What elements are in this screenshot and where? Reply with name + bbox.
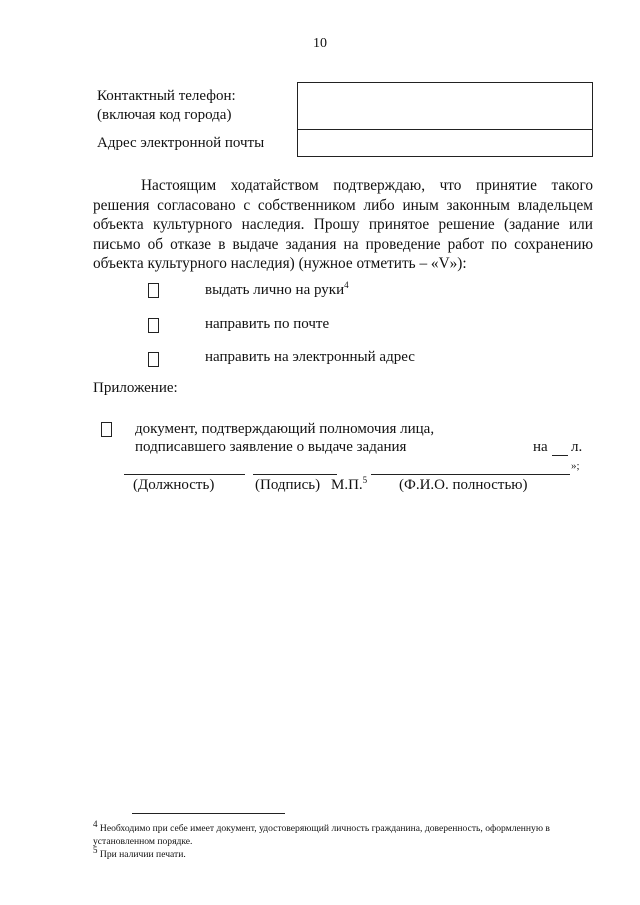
option-mail-label: направить по почте (205, 316, 330, 332)
option-hand-delivery-checkbox[interactable] (148, 283, 159, 298)
attachment-document-checkbox[interactable] (101, 422, 112, 437)
option-hand-delivery-label: выдать лично на руки$^4$ (205, 280, 349, 298)
option-email-label: направить на электронный адрес (205, 349, 415, 365)
option-mail-checkbox[interactable] (148, 318, 159, 333)
full-name-line[interactable] (371, 474, 570, 475)
footnote-4: $^4$ Необходимо при себе имеет документ, удостоверяющий личность гражданина, доверенность, оформленную в установленном порядке. (93, 818, 550, 847)
signature-label: (Подпись) (255, 477, 321, 493)
footnote-ref-5: 5 (362, 475, 368, 485)
email-field[interactable] (298, 130, 593, 157)
phone-field[interactable] (298, 83, 593, 130)
petition-paragraph: Настоящим ходатайством подтверждаю, что принятие такого решения согласовано с собственником либо иным законным владельцем объекта культурного наследия. Прошу принятое решение (задание или письмо об отказе в выдаче задания на проведение работ по сохранению объекта культурного наследия) (нужное отметить – «V»): (93, 177, 593, 272)
phone-label-line-2: (включая код города) (97, 107, 232, 123)
stamp-label: М.П.$^5$ (331, 475, 368, 493)
end-quote-mark: »; (571, 460, 580, 472)
position-label: (Должность) (133, 477, 215, 493)
attachment-heading: Приложение: (93, 380, 178, 396)
option-email-checkbox[interactable] (148, 352, 159, 367)
email-label: Адрес электронной почты (97, 134, 265, 151)
footnote-separator (132, 813, 285, 814)
full-name-label: (Ф.И.О. полностью) (399, 477, 528, 493)
phone-label (93, 83, 298, 130)
page-number: 10 (313, 36, 327, 51)
attachment-pages-field[interactable] (552, 455, 568, 456)
signature-line[interactable] (253, 474, 337, 475)
attachment-document-line-2: подписавшего заявление о выдаче задания (135, 439, 407, 455)
position-line[interactable] (124, 474, 245, 475)
footnote-ref-4: 4 (344, 280, 349, 290)
attachment-pages-prefix: на (533, 439, 548, 455)
contact-table (93, 82, 593, 157)
attachment-document-line-1: документ, подтверждающий полномочия лица, (135, 421, 435, 437)
attachment-pages-suffix: л. (571, 439, 583, 455)
footnote-5: $^5$ При наличии печати. (93, 844, 186, 860)
phone-label-line-1: Контактный телефон: (97, 88, 236, 104)
